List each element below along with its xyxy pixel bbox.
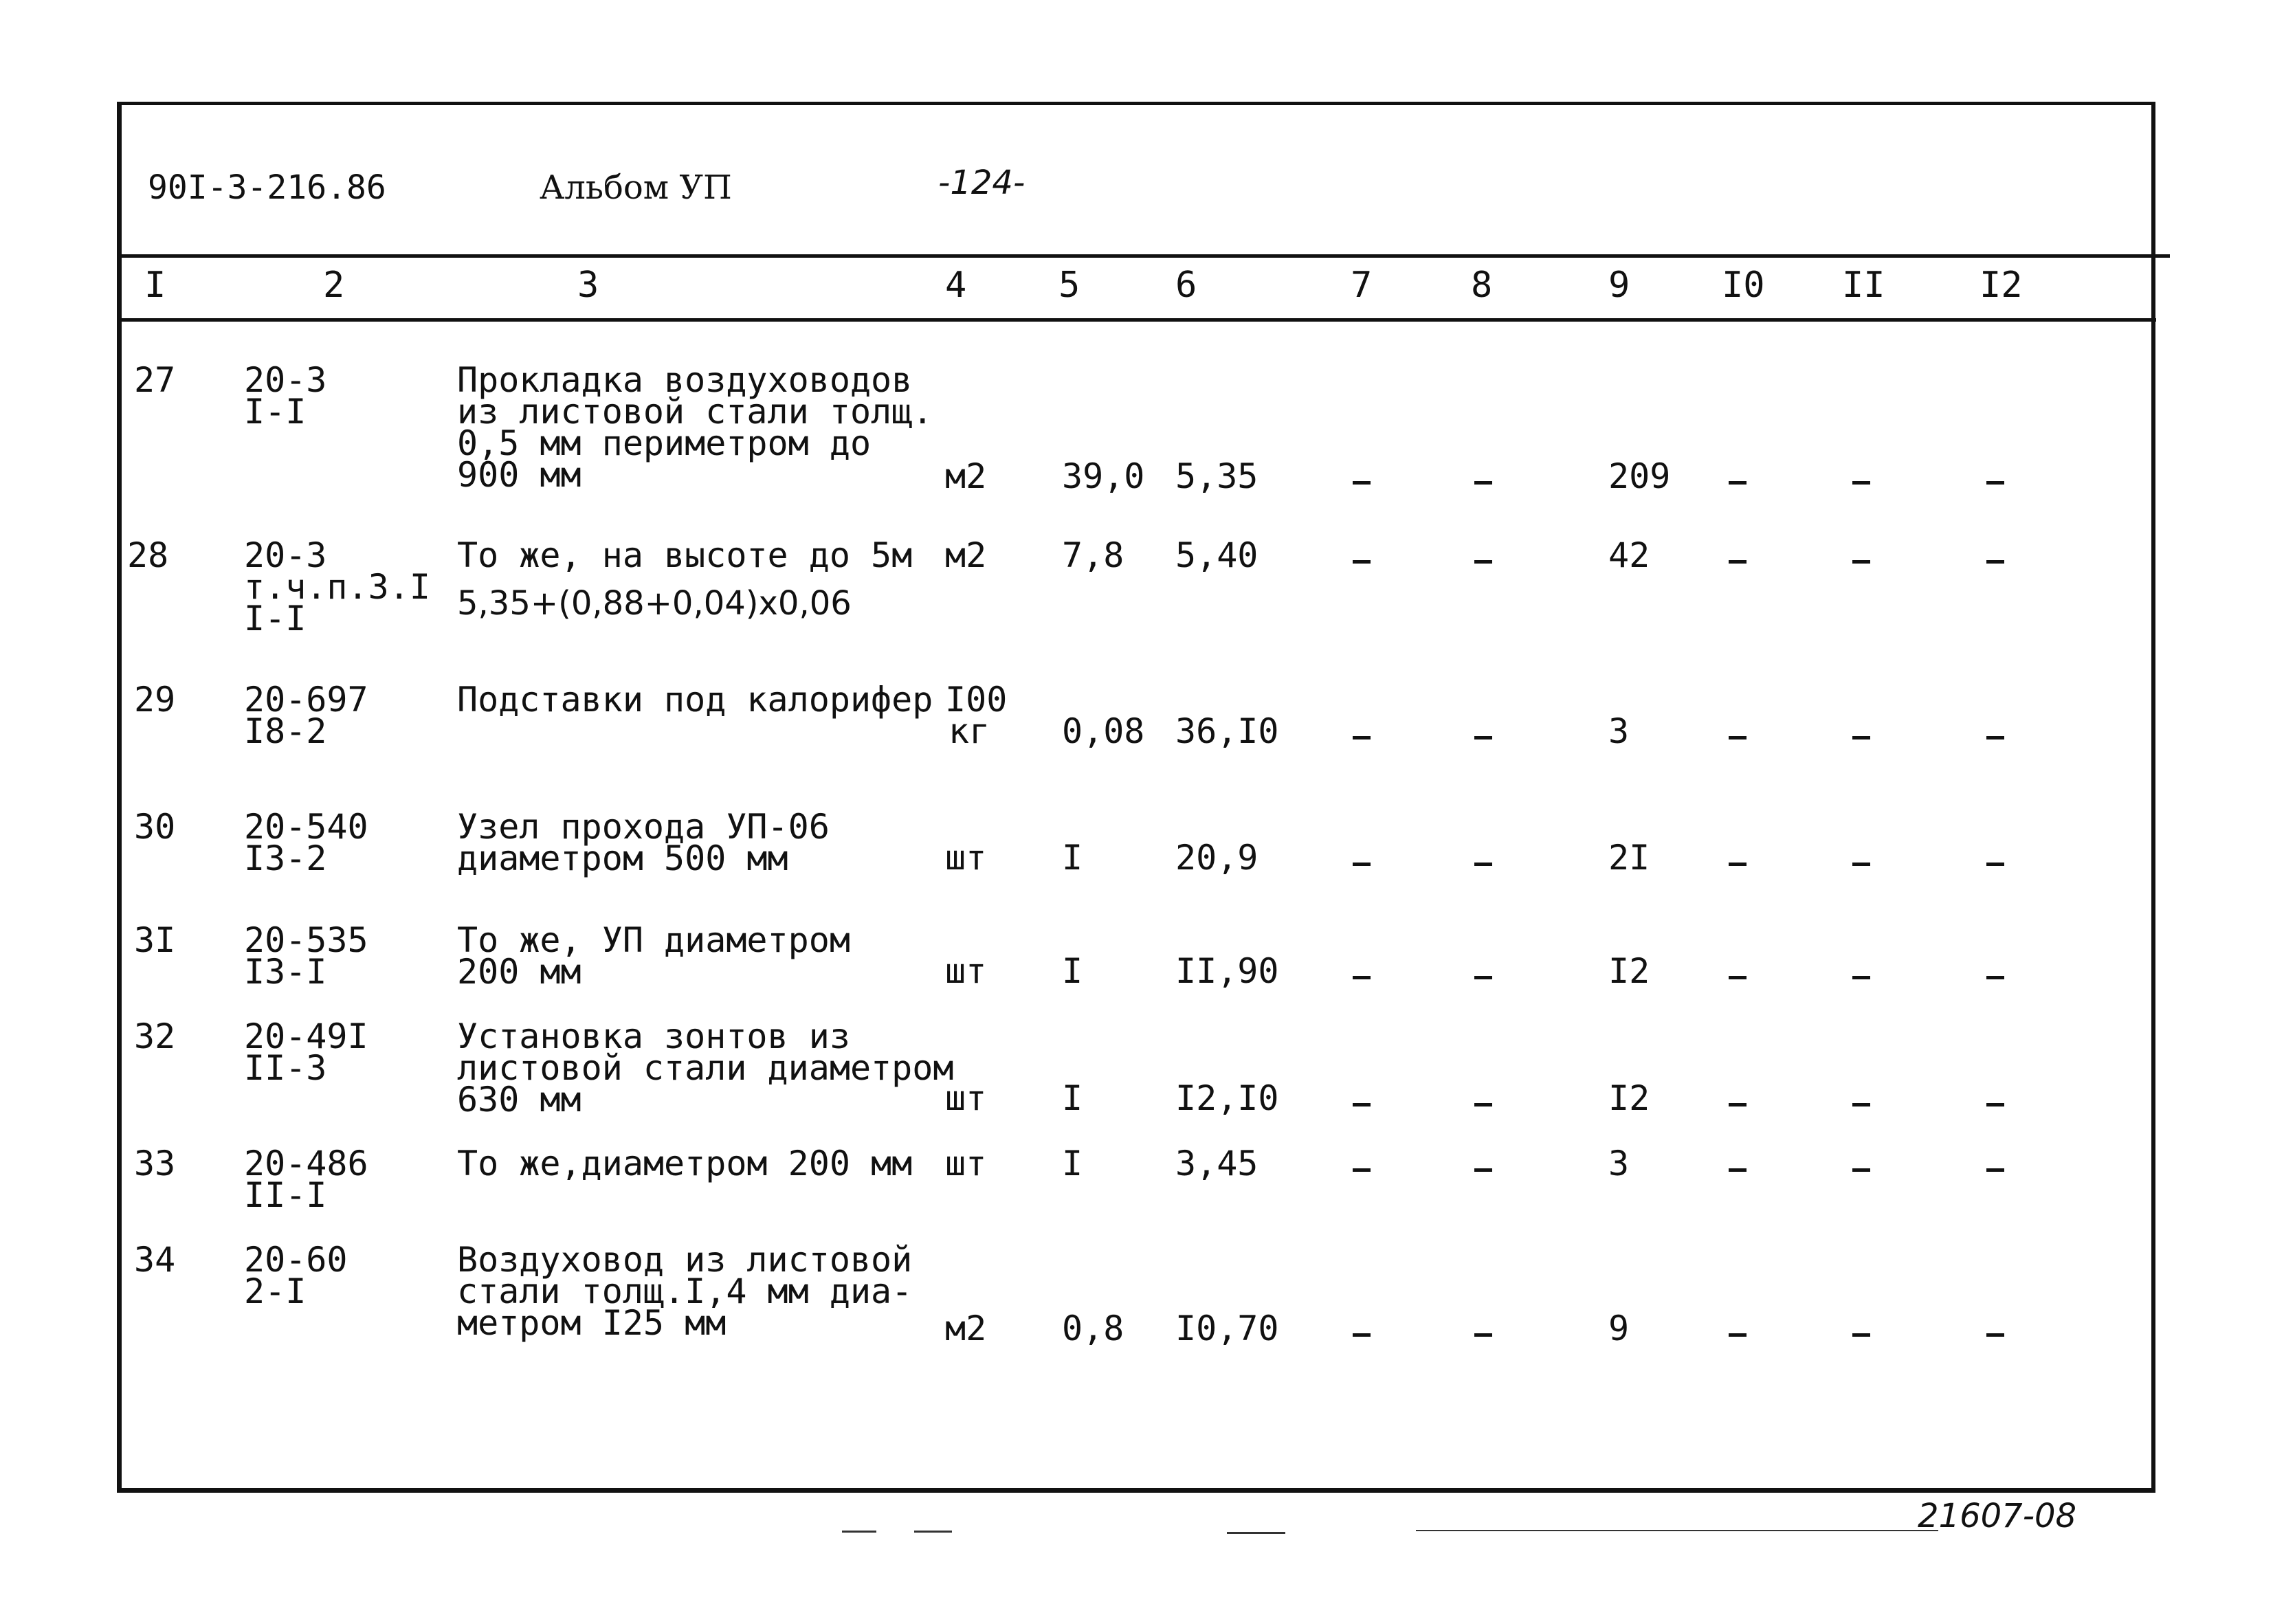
unit-price: 5,35 [1175,456,1259,496]
norm-code: 20-3 [244,360,327,400]
sheet-frame [117,102,2155,1493]
empty-value-dash [1986,481,2004,485]
norm-code: II-3 [244,1048,327,1088]
work-description: диаметром 500 мм [457,838,788,878]
empty-value-dash [1353,863,1371,866]
empty-value-dash [1729,736,1747,739]
quantity: I [1062,1144,1083,1183]
empty-value-dash [1852,736,1870,739]
norm-code: 20-535 [244,920,368,960]
unit: шт [945,1078,987,1118]
total-cost: 3 [1608,711,1630,751]
unit-price: I0,70 [1175,1309,1279,1348]
work-description-formula: 5,35+(0,88+0,04)х0,06 [457,584,852,623]
row-number: 34 [134,1240,176,1280]
empty-value-dash [1986,560,2004,564]
column-number: I0 [1722,265,1765,306]
header-rule-top [122,254,2170,258]
work-description: То же, на высоте до 5м [457,535,913,575]
unit-price: 3,45 [1175,1144,1259,1183]
empty-value-dash [1353,560,1371,564]
quantity: I [1062,838,1083,878]
empty-value-dash [1729,863,1747,866]
total-cost: 2I [1608,838,1650,878]
work-description: Воздуховод из листовой [457,1240,913,1280]
empty-value-dash [1729,560,1747,564]
work-description: из листовой стали толщ. [457,392,933,432]
work-description: То же,диаметром 200 мм [457,1144,913,1183]
empty-value-dash [1474,1168,1492,1172]
column-number: 7 [1351,265,1373,306]
unit: шт [945,1144,987,1183]
unit: м2 [945,1309,987,1348]
empty-value-dash [1852,481,1870,485]
header-rule-bottom [122,318,2156,322]
column-number: 5 [1058,265,1080,306]
quantity: 7,8 [1062,535,1124,575]
column-number: 2 [323,265,345,306]
empty-value-dash [1852,560,1870,564]
work-description: стали толщ.I,4 мм диа- [457,1271,913,1311]
column-number: 3 [577,265,599,306]
norm-code: 20-60 [244,1240,348,1280]
empty-value-dash [1353,736,1371,739]
unit: м2 [945,456,987,496]
empty-value-dash [1729,976,1747,979]
column-number: 8 [1471,265,1493,306]
total-cost: 209 [1608,456,1671,496]
row-number: 28 [127,535,169,575]
norm-code: I-I [244,599,307,638]
unit: кг [949,711,990,751]
work-description: 630 мм [457,1080,581,1120]
total-cost: 9 [1608,1309,1630,1348]
empty-value-dash [1474,736,1492,739]
work-description: Подставки под калорифер [457,680,933,720]
quantity: 0,08 [1062,711,1145,751]
empty-value-dash [1852,1168,1870,1172]
quantity: I [1062,1078,1083,1118]
empty-value-dash [1353,1103,1371,1106]
total-cost: I2 [1608,951,1650,991]
album-label: Альбом УП [540,168,732,207]
norm-code: 20-697 [244,680,368,720]
scan-mark [914,1531,952,1533]
work-description: Прокладка воздуховодов [457,360,913,400]
quantity: 39,0 [1062,456,1145,496]
empty-value-dash [1986,1103,2004,1106]
empty-value-dash [1986,736,2004,739]
empty-value-dash [1474,481,1492,485]
work-description: 900 мм [457,455,581,495]
unit: I00 [945,680,1008,720]
column-number: 9 [1608,265,1630,306]
empty-value-dash [1986,1333,2004,1337]
empty-value-dash [1353,1168,1371,1172]
scan-mark [1227,1532,1285,1534]
empty-value-dash [1729,1103,1747,1106]
quantity: I [1062,951,1083,991]
empty-value-dash [1729,1168,1747,1172]
unit: м2 [945,535,987,575]
norm-code: I-I [244,392,307,432]
column-number: II [1842,265,1885,306]
total-cost: I2 [1608,1078,1650,1118]
row-number: 29 [134,680,176,720]
empty-value-dash [1852,1333,1870,1337]
empty-value-dash [1353,481,1371,485]
empty-value-dash [1986,863,2004,866]
empty-value-dash [1474,976,1492,979]
row-number: 32 [134,1016,176,1056]
row-number: 33 [134,1144,176,1183]
empty-value-dash [1852,976,1870,979]
page-number: -124- [938,164,1025,202]
empty-value-dash [1729,481,1747,485]
work-description: метром I25 мм [457,1303,727,1343]
unit: шт [945,838,987,878]
empty-value-dash [1474,863,1492,866]
empty-value-dash [1729,1333,1747,1337]
work-description: 200 мм [457,952,581,992]
work-description: Установка зонтов из [457,1016,850,1056]
column-number: I [144,265,166,306]
norm-code: I3-2 [244,838,327,878]
empty-value-dash [1986,976,2004,979]
norm-code: I8-2 [244,711,327,751]
row-number: 27 [134,360,176,400]
norm-code: II-I [244,1175,327,1215]
column-number: 6 [1175,265,1197,306]
scan-mark [1416,1530,1938,1531]
total-cost: 3 [1608,1144,1630,1183]
unit-price: 20,9 [1175,838,1259,878]
empty-value-dash [1474,1103,1492,1106]
archive-stamp: 21607-08 [1918,1497,2077,1535]
column-number: 4 [945,265,967,306]
empty-value-dash [1474,1333,1492,1337]
empty-value-dash [1852,1103,1870,1106]
work-description: листовой стали диаметром [457,1048,954,1088]
empty-value-dash [1353,976,1371,979]
work-description: 0,5 мм периметром до [457,423,872,463]
unit-price: I2,I0 [1175,1078,1279,1118]
empty-value-dash [1474,560,1492,564]
unit-price: II,90 [1175,951,1279,991]
norm-code: 20-3 [244,535,327,575]
empty-value-dash [1852,863,1870,866]
total-cost: 42 [1608,535,1650,575]
norm-code: 20-486 [244,1144,368,1183]
unit: шт [945,951,987,991]
row-number: 30 [134,807,176,847]
unit-price: 36,I0 [1175,711,1279,751]
document-code: 90I-3-216.86 [148,168,386,207]
norm-code: 20-49I [244,1016,368,1056]
work-description: То же, УП диаметром [457,920,850,960]
norm-code: 20-540 [244,807,368,847]
quantity: 0,8 [1062,1309,1124,1348]
norm-code: I3-I [244,952,327,992]
unit-price: 5,40 [1175,535,1259,575]
norm-code: т.ч.п.3.I [244,567,430,607]
row-number: 3I [134,920,176,960]
empty-value-dash [1986,1168,2004,1172]
norm-code: 2-I [244,1271,307,1311]
empty-value-dash [1353,1333,1371,1337]
work-description: Узел прохода УП-06 [457,807,830,847]
column-number: I2 [1980,265,2023,306]
scan-mark [842,1531,876,1533]
